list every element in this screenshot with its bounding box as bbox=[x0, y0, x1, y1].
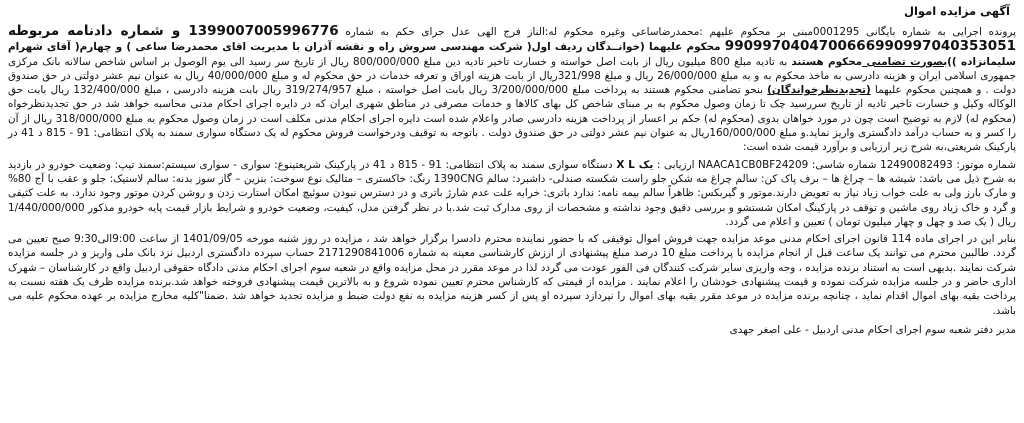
case-paragraph bbox=[8, 24, 1016, 155]
vehicle-model: یک X L bbox=[616, 158, 654, 171]
case-text-2: و شماره دادنامه مربوطه bbox=[8, 23, 189, 39]
vehicle-text-2: دستگاه سواری سمند به پلاک انتظامی: 91 - 815 د 41 در پارکینک شریعتینوع: سواری - سواری سیستم:سمند تیپ: وضعیت خودرو در بازدید به شرح ذیل می باشد: شیشه ها – چراغ ها – برف پاک کن: سالم چراغ مه شکن جلو راست شکسته صندلی- داشبرد: سالم 1390CNG رنگ: خاکستری – متالیک نوع سوخت: بنزین – گاز سوز بدنه: سالم لاستیک: جلو و عقب با آج 80% و مارک بارز ولی به علت خواب زیاد نیاز به تعویض دارند.موتور و گیربکس: ظاهراً سالم بیمه نامه: ندارد باتری: خرابه علت عدم شارژ باتری و در دسترس نبودن سوئیچ امکان استارت زدن و روشن کردن موتور وجود ندارد. به علت کثیفی و گرد و خاک زیاد روی ماشین و توقف در پارکینگ امکان شستشو و بررسی دقیق وجود نداشته و مشخصات از روی مدارک ثبت شد.با در نظر گرفتن مدل، کیفیت، وضعیت خودرو و شرایط بازار قیمت پایه خودرو مذکور 1/440/000/000 ریال ( یک صد و چهل و چهار میلیون تومان ) تعیین و اعلام می گردد. bbox=[8, 158, 1016, 228]
case-number: 1399007005996776 bbox=[188, 23, 339, 39]
signature: مدیر دفتر شعبه سوم اجرای احکام مدنی اردبیل - علی اصغر جهدی bbox=[729, 323, 1016, 336]
notice-title: آگهی مزایده اموال bbox=[903, 4, 1010, 18]
auction-paragraph bbox=[8, 232, 1016, 318]
appellees-text: (تجدیدنظرخواندگان) bbox=[767, 84, 871, 97]
debtors-text: محکوم علیهما (خوانــدگان ردیف اول( شرکت مهندسی سروش راه و نقشه آذران با مدیریت اقای محمدرضا ساعی ) و چهارم( آقای شهرام سلیمانزاده )) bbox=[8, 41, 1016, 68]
case-text-1: پرونده اجرایی به شماره بایگانی 0001295مبنی بر محکوم علیهم :محمدرضاساعی وغیره محکوم له:الناز فرج الهی عدل جرای حکم به شماره bbox=[338, 26, 1017, 38]
amounts-text: بنحو تضامنی محکوم هستند به پرداخت مبلغ 3/200/000/000 ریال بابت اصل خواسته ، مبلغ 319/274/957 ریال بابت هزینه دادرسی ، مبلغ 132/400/000 ریال بابت حق الوکاله وکیل و خسارت تاخیر تادیه از تاریخ سررسید چک تا زمان وصول محکوم به بر مبنای شاخص کل بهای کالاها و خدمات مصرفی در مناطق شهری ایران که در دایره اجرای احکام مدنی محاسبه خواهد شد در حق تجدیدنظرخواه (محکوم له) لازم به توضیح است چون در مورد خواهان بدوی (محکوم له) حکم بر اعسار از پرداخت هزینه دادرسی صادر واعلام شده است دایره اجرای احکام مدنی مکلف است در زمان وصول محکوم به مبلغ 318/000/000 ریال از آن را کسر و به حساب درآمد دادگستری واریز نماید.و مبلغ 160/000/000ریال به عنوان نیم عشر دولتی در حق صندوق دولت . باتوجه به توقیف ودرخواست فروش محکوم له یک دستگاه سواری سمند به پلاک انتظامی: 91 - 815 د 41 در پارکینک شریعتی،به شرح زیر ارزیابی و برآورد قیمت شده است: bbox=[8, 84, 1017, 154]
vehicle-text-1: شماره موتور: 12490082493 شماره شاسی: NAACA1CB0BF24209 ارزیابی : bbox=[653, 158, 1017, 171]
verdict-number: 9909970404700666990997040353051 bbox=[724, 38, 1016, 55]
auction-text: بنابر این در اجرای ماده 114 قانون اجرای احکام مدنی موعد مزایده جهت فروش اموال توقیفی که با حضور نماینده محترم دادسرا برگزار خواهد شد ، مزایده در روز شنبه مورخه 1401/09/05 از ساعت 9:00الی9:30 صبح تعیین می گردد. طالبین محترم می توانند یک ساعت قبل از انجام مزایده با پرداخت مبلغ 10 درصد مبلغ پیشنهادی از ارزش کارشناسی معینه به شماره 2171290841006 حساب سپرده دادگستری اردبیل نزد بانک ملی واریز و در جلسه مزایده شرکت نمایند .بدیهی است به استناد برنده مزایده ، وجه واریزی سایر شرکت کنندگان فی الفور عودت می گردد لذا در موعد مقرر در محل مزایده واقع در شعبه سوم اجرای احکام مدنی دادگاه حقوقی اردبیل واقع در کارشناسان – شهرک اداری حاضر و در جلسه مزایده شرکت نموده و قیمت پیشنهادی خودشان را اعلام نمایند . مزایده از قیمتی که کارشناس محترم تعیین نموده شروع و به بالاترین قیمت پیشنهادی فروخته خواهد شد.برنده مزایده ظرف یک هفته نسبت به پرداخت بقیه بهای اموال اقدام نماید ، چنانچه برنده مزایده در موعد مقرر بقیه بهای اموال را نپردازد سپرده او پس از کسر هزینه مزایده به نفع دولت ضبط و مزایده تجدید خواهد شد .ضمنا"کلیه مخارج مزایده بر عهده محکوم علیه می باشد. bbox=[8, 233, 1017, 317]
convicted-text: محکوم هستند bbox=[791, 55, 863, 68]
sentence-text: به تادیه مبلغ 800 میلیون ریال از بابت اصل خواسته و خسارت تاخیر تادیه دین مبلغ 800/000/000 ریال از تاریخ سر رسید الی یوم الوصول بر اساس شاخص سالانه بانک مرکزی جمهوری اسلامی ایران و هزینه دادرسی به ماخذ محکوم به و به مبلغ 26/000/000 ریال و مبلغ 321/998ریال از بابت هزینه اوراق و تعرفه خدمات در حق محکوم له و مبلغ 40/000/000 ریال به عنوان نیم عشر دولتی در حق صندوق دولت . و همچنین محکوم علیهما bbox=[8, 55, 1017, 97]
vehicle-paragraph bbox=[8, 158, 1016, 229]
jointly-text: بصورت تضامنی bbox=[862, 55, 948, 68]
